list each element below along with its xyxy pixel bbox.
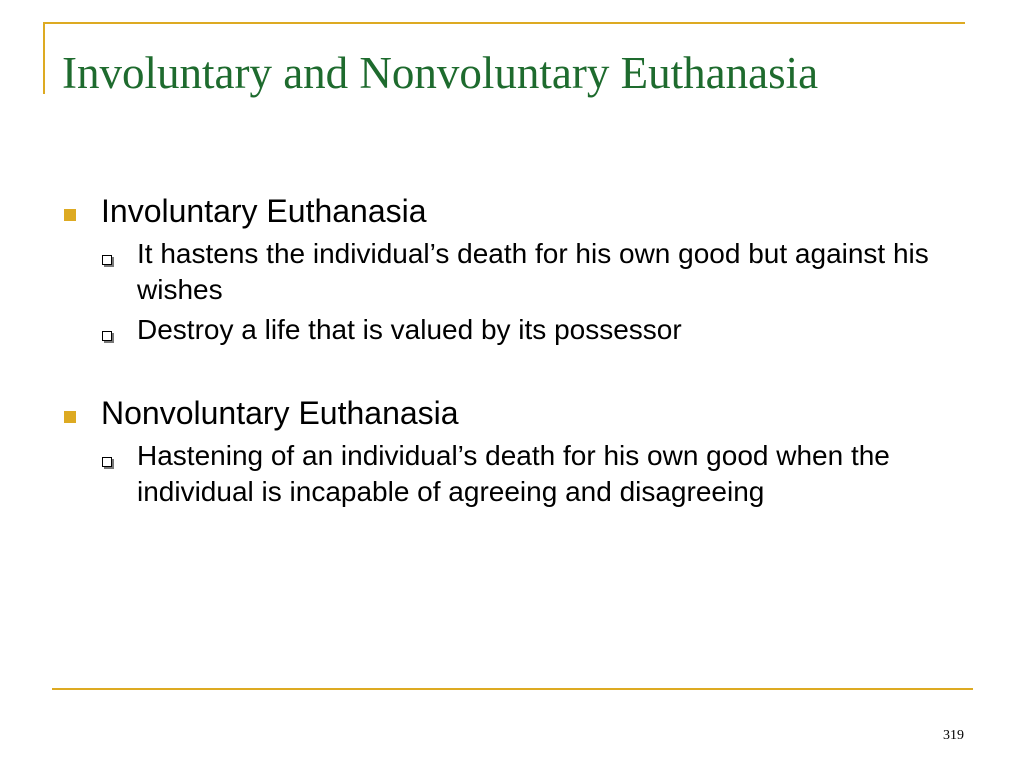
sub-bullet-text: Hastening of an individual’s death for his own good when the individual is incapable of agreeing and disagreeing [137, 440, 890, 507]
top-border-line [43, 22, 965, 24]
bullet-list [60, 190, 960, 510]
hollow-square-bullet-icon [102, 331, 112, 341]
section-heading: Nonvoluntary Euthanasia [101, 395, 459, 431]
sub-bullet-list [101, 438, 960, 510]
slide-title: Involuntary and Nonvoluntary Euthanasia [62, 48, 819, 98]
page-number: 319 [943, 728, 964, 743]
hollow-square-bullet-icon [102, 255, 112, 265]
sub-bullet-text: Destroy a life that is valued by its possessor [137, 314, 682, 345]
section-heading: Involuntary Euthanasia [101, 193, 427, 229]
sub-bullet-item [101, 312, 960, 348]
square-bullet-icon [64, 411, 76, 423]
section-nonvoluntary [60, 392, 960, 510]
sub-bullet-item [101, 236, 960, 308]
section-involuntary [60, 190, 960, 348]
hollow-square-bullet-icon [102, 457, 112, 467]
square-bullet-icon [64, 209, 76, 221]
sub-bullet-text: It hastens the individual’s death for his own good but against his wishes [137, 238, 929, 305]
bottom-border-line [52, 688, 973, 690]
sub-bullet-item [101, 438, 960, 510]
left-border-line [43, 22, 45, 94]
sub-bullet-list [101, 236, 960, 348]
